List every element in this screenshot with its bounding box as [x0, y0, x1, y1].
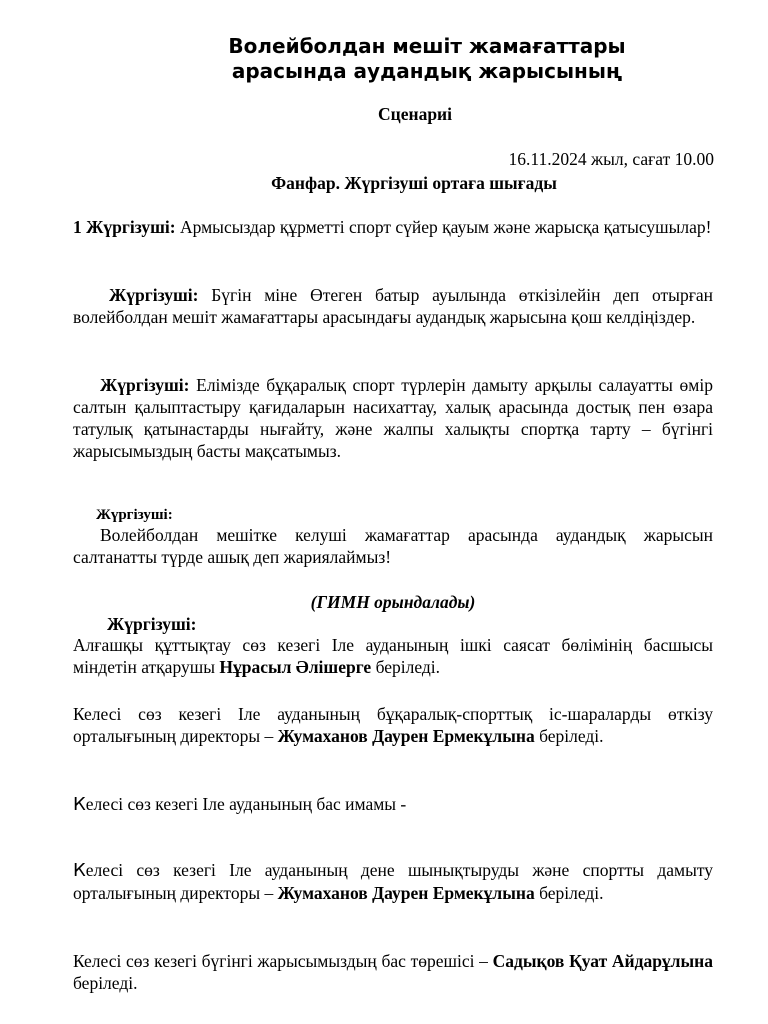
initial-letter: К	[73, 860, 86, 881]
paragraph-second-speech	[73, 703, 713, 747]
speaker-label: Жүргізуші:	[96, 507, 173, 523]
speaker-name: Жумаханов Даурен Ермекұлына	[277, 726, 535, 746]
speaker-label: Жүргізуші:	[100, 375, 190, 395]
paragraph-sport-center-speech	[73, 859, 713, 904]
speaker-name: Нұрасыл Әлішерге	[219, 657, 372, 677]
anthem-note: (ГИМН орындалады)	[310, 592, 476, 612]
paragraph-imam-speech	[73, 793, 713, 816]
paragraph-first-speech	[73, 634, 713, 678]
title-line-2: арасында аудандық жарысының	[231, 59, 623, 83]
initial-letter: К	[73, 794, 86, 815]
speaker-label-2	[73, 613, 713, 635]
paragraph-text: Келесі сөз кезегі бүгінгі жарысымыздың бас төрешісі –	[73, 951, 493, 971]
title-line-1: Волейболдан мешіт жамағаттары	[228, 34, 626, 58]
paragraph-opening	[73, 524, 713, 568]
document-subtitle: Сценариі	[378, 104, 452, 124]
paragraph-text: елесі сөз кезегі Іле ауданының бас имамы -	[85, 794, 407, 814]
paragraph-goals	[73, 374, 713, 462]
paragraph-text: Алғашқы құттықтау сөз кезегі Іле ауданының ішкі саясат бөлімінің басшысы міндетін атқарушы	[73, 635, 713, 677]
event-date: 16.11.2024 жыл, сағат 10.00	[508, 149, 714, 169]
document-title	[110, 34, 744, 84]
paragraph-text: Келесі сөз кезегі Іле ауданының бұқаралық-спорттық іс-шараларды өткізу орталығының директоры –	[73, 704, 713, 746]
speaker-label: Жүргізуші:	[109, 285, 199, 305]
paragraph-text: беріледі.	[73, 973, 138, 993]
paragraph-referee-speech	[73, 950, 713, 994]
paragraph-text: беріледі.	[534, 883, 604, 903]
speaker-name: Садықов Қуат Айдарұлына	[492, 951, 713, 971]
paragraph-text: Елімізде бұқаралық спорт түрлерін дамыту арқылы салауатты өмір салтын қалыптастыру қағидаларын насихаттау, халық арасында достық пен өзара татулық қатынастарды нығайту, және жалпы халықты спортқа тарту – бүгінгі жарысымыздың басты мақсатымыз.	[73, 375, 713, 461]
speaker-label-small	[73, 502, 713, 526]
speaker-label: 1 Жүргізуші:	[73, 217, 176, 237]
paragraph-greeting	[73, 216, 713, 238]
paragraph-text: Армысыздар құрметті спорт сүйер қауым және жарысқа қатысушылар!	[175, 217, 712, 237]
paragraph-text: беріледі.	[371, 657, 441, 677]
paragraph-text: Волейболдан мешітке келуші жамағаттар арасында аудандық жарысын салтанатты түрде ашық деп жариялаймыз!	[73, 525, 713, 567]
paragraph-welcome	[73, 284, 713, 328]
speaker-name: Жумаханов Даурен Ермекұлына	[277, 883, 535, 903]
fanfare-announcement: Фанфар. Жүргізуші ортаға шығады	[271, 173, 557, 193]
speaker-label: Жүргізуші:	[107, 614, 197, 634]
paragraph-text: беріледі.	[534, 726, 604, 746]
paragraph-text: Бүгін міне Өтеген батыр ауылында өткізілейін деп отырған волейболдан мешіт жамағаттары арасындағы аудандық жарысына қош келдіңіздер.	[73, 285, 713, 327]
paragraph-text: елесі сөз кезегі Іле ауданының дене шынықтыруды және спортты дамыту орталығының директоры –	[73, 860, 713, 903]
